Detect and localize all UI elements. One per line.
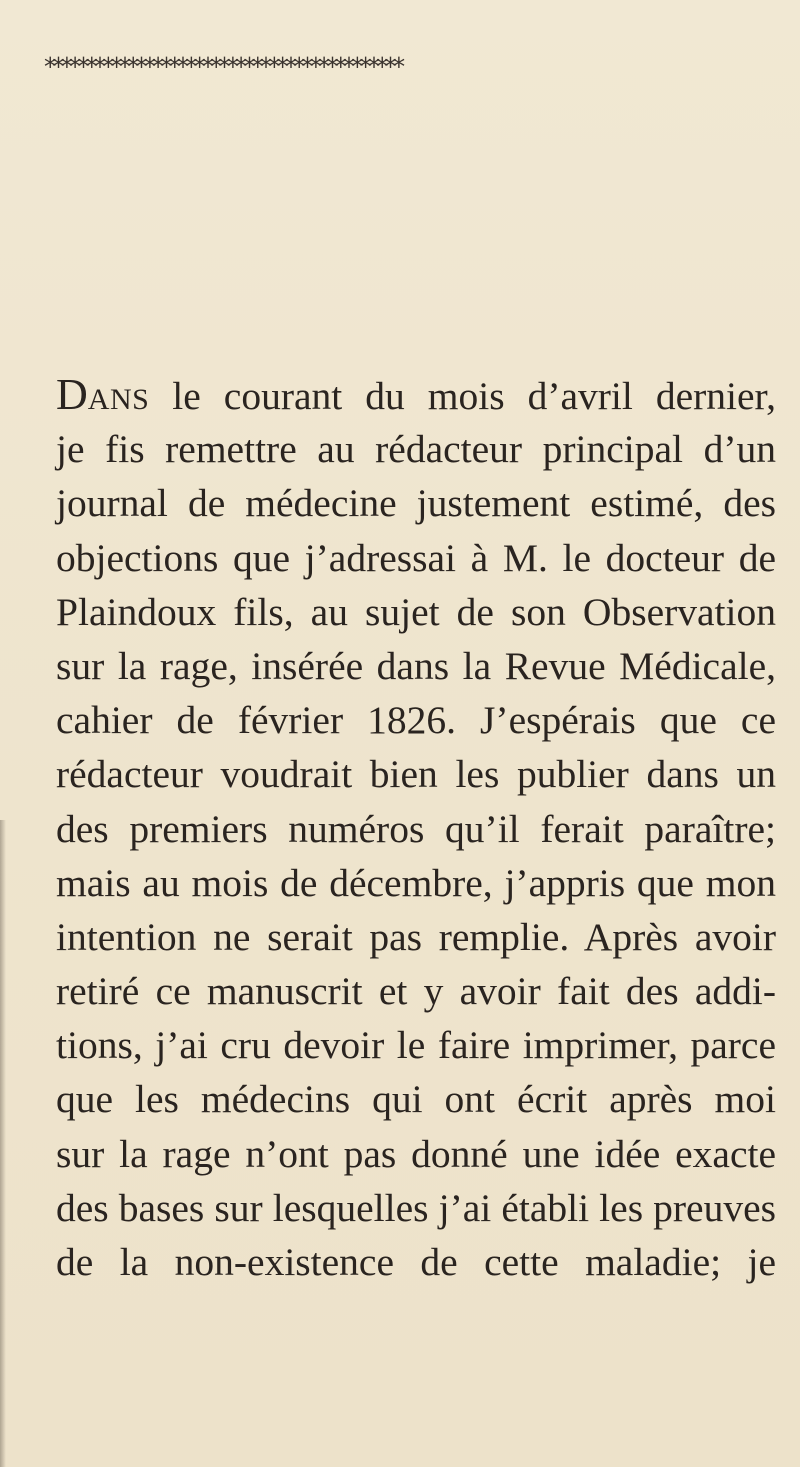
text-line-15: sur la rage n’ont pas donné une idée exacte bbox=[56, 1131, 776, 1176]
text-line-12: retiré ce manuscrit et y avoir fait des addi- bbox=[56, 969, 776, 1014]
text-line-4: objections que j’adressai à M. le docteur de bbox=[56, 535, 776, 580]
text-line-3: journal de médecine justement estimé, des bbox=[56, 481, 776, 526]
text-line-9: des premiers numéros qu’il ferait paraître; bbox=[56, 806, 776, 851]
text-line-2: je fis remettre au rédacteur principal d’un bbox=[56, 427, 776, 472]
page-edge-shadow bbox=[0, 820, 6, 1467]
small-caps-word: ANS bbox=[87, 383, 150, 416]
text-line-17: de la non-existence de cette maladie; je bbox=[56, 1240, 776, 1284]
text-line-16: des bases sur lesquelles j’ai établi les preuves bbox=[56, 1185, 776, 1230]
text-line-1 bbox=[56, 368, 776, 422]
initial-letter: D bbox=[56, 370, 88, 419]
text-line-8: rédacteur voudrait bien les publier dans un bbox=[56, 752, 776, 797]
text-line-14: que les médecins qui ont écrit après moi bbox=[56, 1077, 776, 1122]
text-line-11: intention ne serait pas remplie. Après avoir bbox=[56, 914, 776, 959]
asterisk-ornament-rule: ******************************************* bbox=[44, 52, 401, 81]
text-line-5: Plaindoux fils, au sujet de son Observation bbox=[56, 589, 776, 634]
text-line-7: cahier de février 1826. J’espérais que ce bbox=[56, 698, 776, 743]
body-paragraph bbox=[56, 368, 776, 1289]
text-line-10: mais au mois de décembre, j’appris que mon bbox=[56, 860, 776, 905]
text-line-1-rest: le courant du mois d’avril dernier, bbox=[172, 374, 776, 418]
text-line-13: tions, j’ai cru devoir le faire imprimer, parce bbox=[56, 1023, 776, 1068]
text-line-6: sur la rage, insérée dans la Revue Médicale, bbox=[56, 643, 776, 688]
